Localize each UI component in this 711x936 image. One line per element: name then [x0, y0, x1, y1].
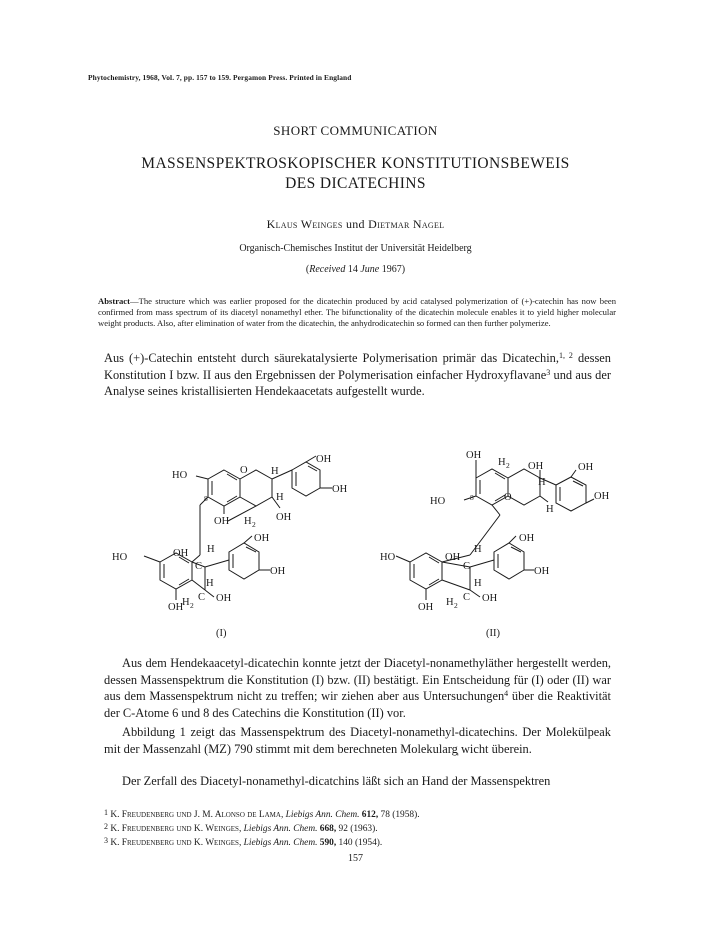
footnote-3	[104, 838, 382, 848]
label-oh-9: OH	[168, 602, 184, 613]
label-oh-4: OH	[214, 516, 230, 527]
label-h2-4-sub: 2	[454, 601, 458, 610]
citation-1-2: 1, 2	[558, 351, 573, 360]
footnote-1-author: K. Freudenberg und J. M. Alonso de Lama,	[110, 810, 284, 820]
label-h2-3: H	[498, 457, 506, 468]
label-c-3: C	[463, 561, 471, 572]
footnote-1-vol: 612,	[361, 810, 379, 820]
label-oh-5: OH	[254, 533, 270, 544]
section-kind: SHORT COMMUNICATION	[273, 123, 438, 138]
abstract-text: —The structure which was earlier proposed for the dicatechin produced by acid catalysed polymerization of (+)-catechin has now been confirmed from mass spectrum of its diacetyl nonamethyl ether. The bifunctionality of the dicatechin molecule enables it to yield higher molecular weight products. Also, after elimination of water from the dicatechin, the anhydrodicatechin so formed can then further polymerize.	[98, 296, 616, 328]
paragraph-2-a: Aus dem Hendekaacetyl-dicatechin konnte jetzt der Diacetyl-nonamethyläther hergestellt werden, dessen Massenspektrum die Konstitution (I) bzw. (II) bestätigt. Ein Entscheidung für (I) oder (II) war aus dem Massenspektrum nicht zu treffen; wir ziehen aber aus Untersuchungen	[104, 656, 611, 704]
footnote-1-rest: 78 (1958).	[380, 810, 420, 820]
label-h-8: H	[474, 578, 482, 589]
label-h2-1-sub: 2	[252, 520, 256, 529]
footnote-1-num: 1	[104, 808, 108, 817]
label-oh-10: OH	[466, 450, 482, 461]
label-oh-15: OH	[445, 552, 461, 563]
label-oh-11: OH	[528, 461, 544, 472]
footnote-2-rest: 92 (1963).	[338, 824, 378, 834]
title-line-1: MASSENSPEKTROSKOPISCHER KONSTITUTIONSBEWEIS	[141, 155, 570, 172]
label-oh-6: OH	[173, 548, 189, 559]
received-year: 1967	[381, 264, 402, 275]
footnote-2	[104, 824, 378, 834]
label-ho-3: HO	[430, 496, 446, 507]
label-oh-16: OH	[534, 566, 550, 577]
label-c-1: C	[195, 561, 203, 572]
label-oh-1: OH	[316, 454, 332, 465]
label-ho-1: HO	[172, 470, 188, 481]
figure-label-II: (II)	[486, 628, 500, 639]
footnote-3-vol: 590,	[319, 838, 337, 848]
label-h-3: H	[207, 544, 215, 555]
label-h-1: H	[271, 466, 279, 477]
footnote-1-journal: Liebigs Ann. Chem.	[285, 810, 360, 820]
paragraph-1-a: Aus (+)-Catechin entsteht durch säurekatalysierte Polymerisation primär das Dicatechin,	[104, 351, 559, 365]
footnote-2-vol: 668,	[319, 824, 337, 834]
footnote-3-author: K. Freudenberg und K. Weinges,	[110, 838, 242, 848]
footnote-2-journal: Liebigs Ann. Chem.	[243, 824, 318, 834]
paragraph-2-b: über die Reaktivität der C-Atome 6 und 8 des Catechins die Konstitution (II) vor.	[104, 689, 611, 720]
footnote-1	[104, 810, 420, 820]
structure-II	[396, 460, 594, 600]
label-pos-8b: 8	[470, 493, 474, 502]
label-h-5: H	[538, 477, 546, 488]
label-pos-8a: 8	[204, 494, 208, 503]
footnote-3-journal: Liebigs Ann. Chem.	[243, 838, 318, 848]
label-h-4: H	[206, 578, 214, 589]
label-c-2: C	[198, 592, 206, 603]
title-line-2: DES DICATECHINS	[285, 175, 426, 192]
received-label: Received	[309, 264, 346, 275]
label-h-7: H	[474, 544, 482, 555]
citation-3: 3	[546, 367, 551, 377]
label-oh-13: OH	[594, 491, 610, 502]
label-oh-2: OH	[332, 484, 348, 495]
paragraph-1-c: und aus der Analyse seines kristallisierten Hendekaacetats aufgestellt wurde.	[104, 367, 612, 399]
institution: Organisch-Chemisches Institut der Universität Heidelberg	[239, 243, 472, 254]
paragraph-4: Der Zerfall des Diacetyl-nonamethyl-dicatchins läßt sich an Hand der Massenspektren	[122, 774, 551, 788]
received-day: 14	[347, 264, 358, 275]
received-date: (Received 14 June 1967)	[305, 264, 406, 275]
author-2: Dietmar Nagel	[368, 217, 445, 231]
label-oh-8: OH	[216, 593, 232, 604]
paragraph-1-b: dessen Konstitution I bzw. II aus den Ergebnissen der Polymerisation einfacher Hydroxyflavane	[104, 351, 611, 382]
label-h-6: H	[546, 504, 554, 515]
label-ho-2: HO	[112, 552, 128, 563]
abstract-label: Abstract	[98, 296, 130, 306]
label-o-1: O	[240, 465, 248, 476]
footnote-3-rest: 140 (1954).	[338, 838, 383, 848]
label-h2-2: H	[182, 597, 190, 608]
label-h2-2-sub: 2	[190, 601, 194, 610]
author-1: Klaus Weinges	[266, 217, 343, 231]
label-oh-7: OH	[270, 566, 286, 577]
journal-header: Phytochemistry, 1968, Vol. 7, pp. 157 to 159. Pergamon Press. Printed in England	[88, 73, 352, 82]
received-month: June	[360, 264, 380, 275]
label-o-2: O	[504, 492, 512, 503]
label-h2-3-sub: 2	[506, 461, 510, 470]
label-oh-17: OH	[482, 593, 498, 604]
label-oh-14: OH	[519, 533, 535, 544]
page-number: 157	[348, 853, 363, 864]
author-conjunction: und	[345, 217, 365, 231]
label-h2-1: H	[244, 516, 252, 527]
label-c-4: C	[463, 592, 471, 603]
footnote-2-num: 2	[104, 822, 108, 831]
label-h2-4: H	[446, 597, 454, 608]
paragraph-2	[104, 655, 611, 721]
label-ho-4: HO	[380, 552, 396, 563]
footnote-2-author: K. Freudenberg und K. Weinges,	[110, 824, 242, 834]
citation-4: 4	[504, 689, 509, 699]
label-h-2: H	[276, 492, 284, 503]
label-oh-3: OH	[276, 512, 292, 523]
paragraph-3: Abbildung 1 zeigt das Massenspektrum des Diacetyl-nonamethyl-dicatechins. Der Molekülpeak mit der Massenzahl (MZ) 790 stimmt mit dem berechneten Molekularg̩ wicht überein.	[104, 725, 611, 756]
footnote-3-num: 3	[104, 836, 108, 845]
figure-label-I: (I)	[216, 628, 227, 639]
label-oh-12: OH	[578, 462, 594, 473]
label-oh-18: OH	[418, 602, 434, 613]
